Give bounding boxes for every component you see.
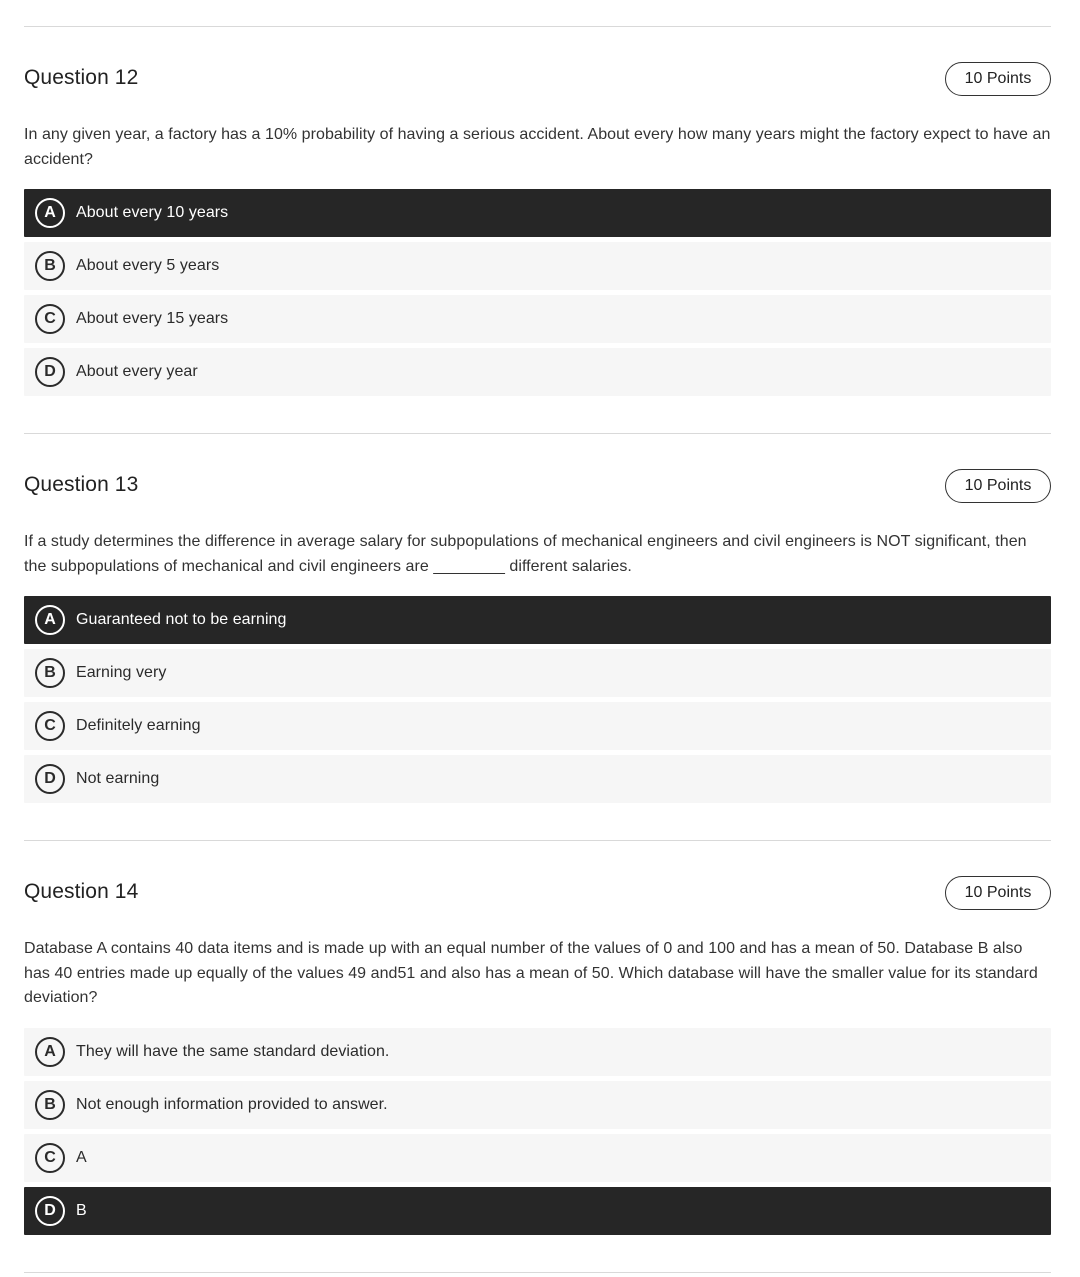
option-letter-badge: D xyxy=(35,357,65,387)
option-b[interactable] xyxy=(24,242,1051,290)
question-header xyxy=(24,876,1051,910)
option-d[interactable] xyxy=(24,755,1051,803)
option-label: Guaranteed not to be earning xyxy=(76,611,287,628)
option-label: Not earning xyxy=(76,770,160,787)
question-text: If a study determines the difference in average salary for subpopulations of mechanical engineers and civil engineers is NOT significant, then the subpopulations of mechanical and civil engineers are ________ different salaries. xyxy=(24,533,1027,575)
answer-options xyxy=(24,1028,1051,1235)
question-13 xyxy=(24,434,1051,803)
question-header xyxy=(24,469,1051,503)
option-a[interactable] xyxy=(24,1028,1051,1076)
option-letter-badge: D xyxy=(35,764,65,794)
option-c[interactable] xyxy=(24,702,1051,750)
option-label: Not enough information provided to answer. xyxy=(76,1095,388,1113)
option-label: Definitely earning xyxy=(76,717,201,734)
option-letter-badge: C xyxy=(35,1143,65,1173)
option-a[interactable] xyxy=(24,189,1051,237)
question-text: Database A contains 40 data items and is made up with an equal number of the values of 0 and 100 and has a mean of 50. Database B also has 40 entries made up equally of the values 49 and51 and also has a mean of 50. Which database will have the smaller value for its standard deviation? xyxy=(24,940,1038,1006)
option-a[interactable] xyxy=(24,596,1051,644)
option-letter-badge: A xyxy=(35,1037,65,1067)
question-spacer xyxy=(24,1240,1051,1272)
points-badge: 10 Points xyxy=(945,469,1051,503)
option-label: About every 5 years xyxy=(76,257,220,274)
option-c[interactable] xyxy=(24,1134,1051,1182)
option-letter-badge: D xyxy=(35,1196,65,1226)
option-b[interactable] xyxy=(24,1081,1051,1129)
question-spacer xyxy=(24,808,1051,840)
answer-options xyxy=(24,596,1051,803)
option-label: About every 10 years xyxy=(76,204,229,221)
points-badge: 10 Points xyxy=(945,62,1051,96)
question-14 xyxy=(24,841,1051,1235)
option-letter-badge: A xyxy=(35,605,65,635)
option-b[interactable] xyxy=(24,649,1051,697)
question-spacer xyxy=(24,401,1051,433)
question-title: Question 13 xyxy=(24,473,139,496)
bottom-divider xyxy=(24,1272,1051,1273)
option-letter-badge: B xyxy=(35,658,65,688)
option-label: B xyxy=(76,1201,87,1219)
points-badge: 10 Points xyxy=(945,876,1051,910)
question-header xyxy=(24,62,1051,96)
option-label: About every 15 years xyxy=(76,310,229,327)
option-letter-badge: B xyxy=(35,251,65,281)
option-label: They will have the same standard deviation. xyxy=(76,1042,390,1060)
question-title: Question 14 xyxy=(24,880,139,903)
quiz-page xyxy=(24,26,1051,1273)
question-title: Question 12 xyxy=(24,66,139,89)
option-c[interactable] xyxy=(24,295,1051,343)
option-label: A xyxy=(76,1148,87,1166)
option-d[interactable] xyxy=(24,348,1051,396)
question-text: In any given year, a factory has a 10% probability of having a serious accident. About every how many years might the factory expect to have an accident? xyxy=(24,126,1051,168)
option-letter-badge: B xyxy=(35,1090,65,1120)
question-12 xyxy=(24,27,1051,396)
option-letter-badge: C xyxy=(35,711,65,741)
option-label: Earning very xyxy=(76,664,167,681)
answer-options xyxy=(24,189,1051,396)
option-letter-badge: C xyxy=(35,304,65,334)
option-label: About every year xyxy=(76,363,198,380)
option-d[interactable] xyxy=(24,1187,1051,1235)
option-letter-badge: A xyxy=(35,198,65,228)
